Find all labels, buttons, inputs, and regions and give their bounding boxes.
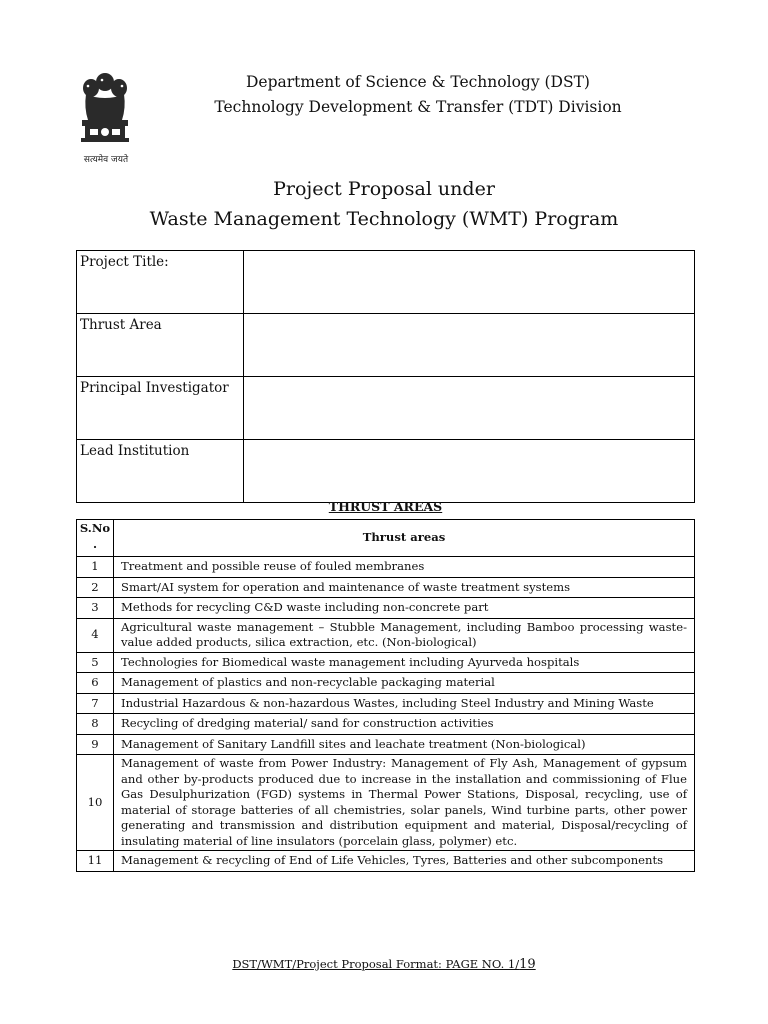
- table-row: [77, 618, 695, 652]
- row-number: 6: [77, 673, 114, 694]
- info-label: Lead Institution: [77, 440, 244, 503]
- table-row: [77, 673, 695, 694]
- row-text: Management of waste from Power Industry: Management of Fly Ash, Management of gypsum and other by-products produced due to increase in the installation and commissioning of Flue Gas Desulphurization (FGD) systems in Thermal Power Stations, Disposal, recycling, use of material of storage batteries of all chemistries, solar panels, Wind turbine parts, other power generating and transmission and distribution equipment and material, Disposal/recycling of insulating material of line insulators (porcelain glass, polymer) etc.: [114, 755, 695, 851]
- row-number: 11: [77, 851, 114, 872]
- row-text: Management of Sanitary Landfill sites and leachate treatment (Non-biological): [114, 734, 695, 755]
- column-header-thrust-areas: Thrust areas: [114, 520, 695, 557]
- row-text: Recycling of dredging material/ sand for construction activities: [114, 714, 695, 735]
- row-number: 9: [77, 734, 114, 755]
- footer-page-total: 19: [519, 957, 536, 972]
- row-text: Management of plastics and non-recyclable packaging material: [114, 673, 695, 694]
- title-line-2: Waste Management Technology (WMT) Program: [149, 208, 619, 230]
- info-value-field[interactable]: [244, 314, 695, 377]
- row-number: 4: [77, 618, 114, 652]
- thrust-areas-table: [76, 519, 695, 872]
- row-text: Management & recycling of End of Life Vehicles, Tyres, Batteries and other subcomponents: [114, 851, 695, 872]
- row-number: 5: [77, 652, 114, 673]
- info-label: Project Title:: [77, 251, 244, 314]
- row-number: 3: [77, 598, 114, 619]
- table-row: [77, 851, 695, 872]
- info-label: Thrust Area: [77, 314, 244, 377]
- row-number: 2: [77, 577, 114, 598]
- info-row-lead-institution: [77, 440, 695, 503]
- department-name: Department of Science & Technology (DST): [246, 73, 590, 91]
- row-text: Agricultural waste management – Stubble Management, including Bamboo processing waste- value added products, silica extraction, etc. (Non-biological): [114, 618, 695, 652]
- table-row: [77, 577, 695, 598]
- table-row: [77, 734, 695, 755]
- row-text: Smart/AI system for operation and maintenance of waste treatment systems: [114, 577, 695, 598]
- row-text: Treatment and possible reuse of fouled membranes: [114, 557, 695, 578]
- department-header: [168, 70, 668, 120]
- column-header-sno: S.No .: [77, 520, 114, 557]
- info-value-field[interactable]: [244, 251, 695, 314]
- table-row: [77, 693, 695, 714]
- page-footer: [120, 957, 648, 972]
- footer-text: DST/WMT/Project Proposal Format: PAGE NO. 1/: [232, 957, 520, 971]
- table-row: [77, 652, 695, 673]
- document-title: [84, 174, 684, 234]
- info-row-thrust-area: [77, 314, 695, 377]
- info-row-principal-investigator: [77, 377, 695, 440]
- title-line-1: Project Proposal under: [273, 178, 495, 200]
- table-row: [77, 598, 695, 619]
- table-row: [77, 714, 695, 735]
- row-number: 8: [77, 714, 114, 735]
- row-number: 10: [77, 755, 114, 851]
- row-text: Industrial Hazardous & non-hazardous Wastes, including Steel Industry and Mining Waste: [114, 693, 695, 714]
- row-text: Technologies for Biomedical waste management including Ayurveda hospitals: [114, 652, 695, 673]
- info-value-field[interactable]: [244, 440, 695, 503]
- info-label: Principal Investigator: [77, 377, 244, 440]
- table-row: [77, 557, 695, 578]
- emblem-motto: सत्यमेव जयते: [83, 155, 129, 165]
- info-value-field[interactable]: [244, 377, 695, 440]
- division-name: Technology Development & Transfer (TDT) Division: [214, 98, 622, 116]
- info-row-project-title: [77, 251, 695, 314]
- row-number: 1: [77, 557, 114, 578]
- table-header-row: [77, 520, 695, 557]
- table-row: [77, 755, 695, 851]
- row-number: 7: [77, 693, 114, 714]
- project-info-table: [76, 250, 695, 503]
- thrust-areas-heading: THRUST AREAS: [328, 499, 443, 514]
- row-text: Methods for recycling C&D waste including non-concrete part: [114, 598, 695, 619]
